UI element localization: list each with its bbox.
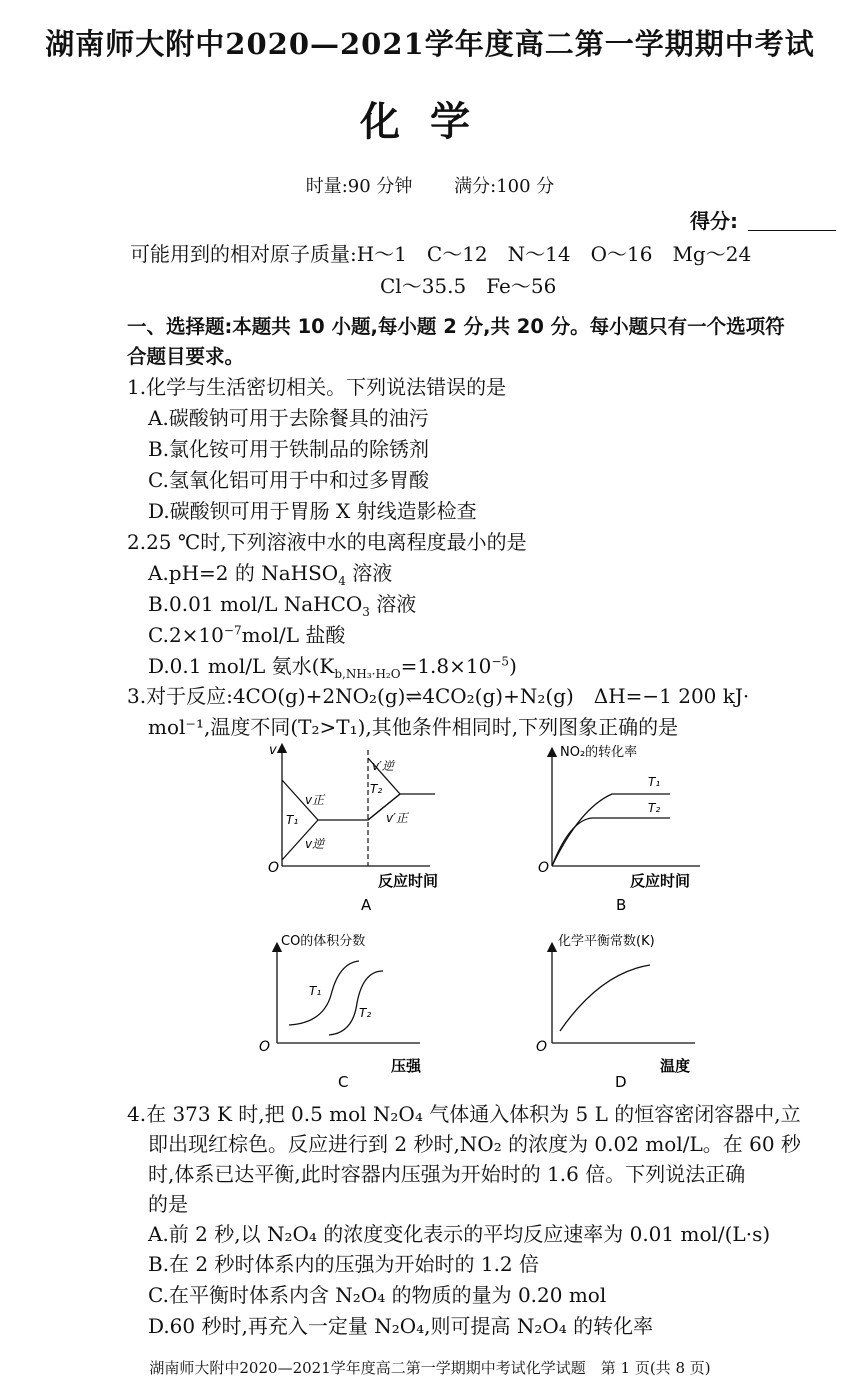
q2-option-a: A.pH=2 的 NaHSO$_4$ 溶液	[148, 561, 393, 588]
time-limit: 时量:90 分钟	[305, 176, 413, 197]
q4-stem-line1: 4.在 373 K 时,把 0.5 mol N₂O₄ 气体通入体积为 5 L 的恒容密闭容器中,立	[127, 1102, 801, 1126]
q3-stem-line2: mol⁻¹,温度不同(T₂>T₁),其他条件相同时,下列图象正确的是	[148, 715, 679, 739]
figure-caption: C	[338, 1073, 349, 1090]
q1-option-d: D.碳酸钡可用于胃肠 X 射线造影检查	[148, 499, 477, 523]
origin-label: O	[536, 1039, 548, 1055]
k-curve	[560, 965, 650, 1031]
origin-label: O	[538, 860, 550, 876]
exam-meta	[0, 172, 860, 198]
atomic-mass-line2: Cl～35.5 Fe～56	[380, 274, 557, 298]
score-blank[interactable]	[748, 230, 836, 231]
q4-stem-line2: 即出现红棕色。反应进行到 2 秒时,NO₂ 的浓度为 0.02 mol/L。在 60 秒	[148, 1132, 801, 1156]
figure-a	[260, 738, 460, 918]
figure-caption: D	[615, 1073, 627, 1090]
label-v-prime-reverse: v′逆	[372, 759, 394, 773]
subject-title: 化学	[360, 98, 500, 145]
full-score: 满分:100 分	[454, 176, 555, 197]
label-t1: T₁	[286, 813, 299, 827]
label-v-prime-forward: v′正	[386, 811, 408, 825]
t1-curve	[289, 961, 359, 1025]
q1-option-b: B.氯化铵可用于铁制品的除锈剂	[148, 437, 430, 461]
y-axis-label: v	[269, 743, 277, 758]
label-t1: T₁	[648, 775, 661, 789]
q4-option-b: B.在 2 秒时体系内的压强为开始时的 1.2 倍	[148, 1252, 540, 1276]
t2-curve	[329, 971, 383, 1035]
x-axis-label: 温度	[660, 1057, 691, 1075]
q2-option-b: B.0.01 mol/L NaHCO$_3$ 溶液	[148, 592, 417, 619]
atomic-mass-line1: 可能用到的相对原子质量:H～1 C～12 N～14 O～16 Mg～24	[130, 242, 752, 266]
label-t1: T₁	[309, 984, 322, 998]
q4-option-c: C.在平衡时体系内含 N₂O₄ 的物质的量为 0.20 mol	[148, 1283, 607, 1307]
exam-title: 湖南师大附中2020—2021学年度高二第一学期期中考试	[45, 27, 815, 61]
section1-line1: 一、选择题:本题共 10 小题,每小题 2 分,共 20 分。每小题只有一个选项符	[127, 315, 785, 338]
figure-caption: B	[616, 896, 627, 914]
q4-option-a: A.前 2 秒,以 N₂O₄ 的浓度变化表示的平均反应速率为 0.01 mol/(L·s)	[148, 1222, 771, 1246]
x-axis-label: 反应时间	[630, 872, 691, 890]
label-t2: T₂	[359, 1006, 372, 1020]
y-axis-label: NO₂的转化率	[560, 745, 638, 760]
t2-curve	[552, 818, 670, 866]
label-t2: T₂	[648, 801, 661, 815]
q2-stem: 2.25 ℃时,下列溶液中水的电离程度最小的是	[127, 530, 527, 554]
q3-stem-line1: 3.对于反应:4CO(g)+2NO₂(g)⇌4CO₂(g)+N₂(g) ΔH=−1 200 kJ·	[127, 684, 750, 708]
q2-option-c: $C.2\times 10^{-7}mol/L$ 盐酸	[148, 623, 346, 647]
origin-label: O	[268, 860, 280, 876]
y-axis-label: CO的体积分数	[281, 934, 366, 949]
label-t2: T₂	[370, 782, 383, 796]
figure-b	[530, 738, 730, 918]
x-axis-label: 压强	[391, 1057, 422, 1075]
section1-line2: 合题目要求。	[127, 345, 245, 368]
q4-stem-line4: 的是	[148, 1192, 188, 1216]
q1-option-c: C.氢氧化铝可用于中和过多胃酸	[148, 468, 429, 492]
q4-option-d: D.60 秒时,再充入一定量 N₂O₄,则可提高 N₂O₄ 的转化率	[148, 1314, 654, 1338]
q1-stem: 1.化学与生活密切相关。下列说法错误的是	[127, 375, 507, 399]
x-axis-label: 反应时间	[378, 872, 439, 890]
figure-caption: A	[361, 896, 372, 914]
q4-stem-line3: 时,体系已达平衡,此时容器内压强为开始时的 1.6 倍。下列说法正确	[148, 1162, 746, 1186]
y-axis-label: 化学平衡常数(K)	[558, 934, 655, 949]
page-footer: 湖南师大附中2020—2021学年度高二第一学期期中考试化学试题 第 1 页(共 8 页)	[149, 1359, 711, 1377]
q1-option-a: A.碳酸钠可用于去除餐具的油污	[148, 406, 429, 430]
label-v-forward: v正	[305, 793, 325, 807]
score-label: 得分:	[690, 209, 738, 233]
q2-option-d: D.0.1 mol/L 氨水$(K_{b,NH_3\cdot H_2O}=1.8\times 10^{-5})$	[148, 654, 517, 681]
origin-label: O	[259, 1039, 271, 1055]
figure-d	[530, 925, 730, 1090]
figure-c	[255, 925, 455, 1090]
label-v-reverse: v逆	[305, 837, 325, 851]
